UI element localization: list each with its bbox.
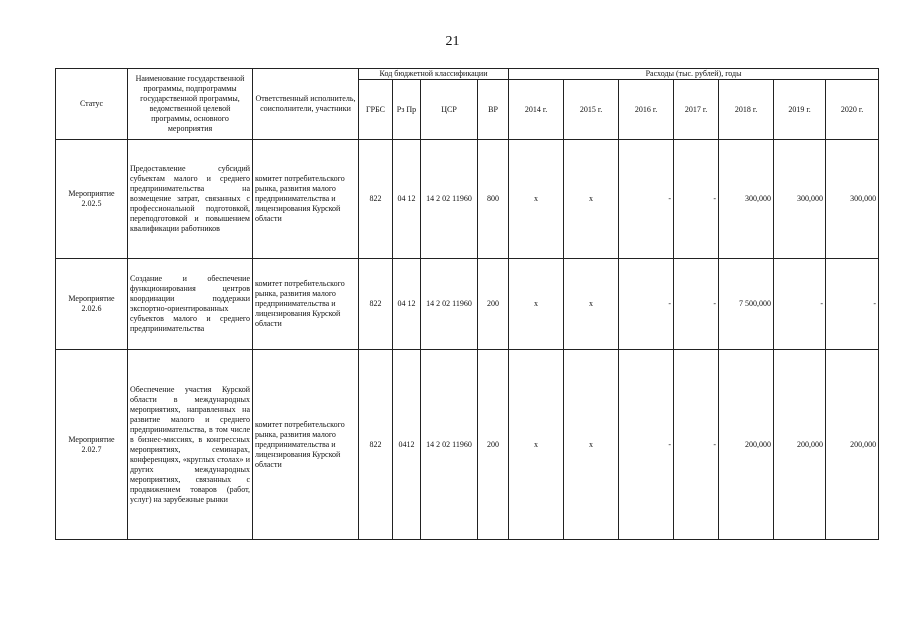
header-year-2015: 2015 г. [564,80,619,140]
row-2020: - [826,259,879,350]
row-2015: x [564,350,619,540]
header-year-2019: 2019 г. [774,80,826,140]
table-row [56,350,879,540]
row-csr: 14 2 02 11960 [421,140,478,259]
row-rzpr: 0412 [393,350,421,540]
row-2019: - [774,259,826,350]
row-2016: - [619,350,674,540]
row-grbs: 822 [359,140,393,259]
header-program-name: Наименование государственной программы, подпрограммы государственной программы, ведомственной целевой программы, основного мероприятия [128,69,253,140]
row-2014: x [509,140,564,259]
row-grbs: 822 [359,259,393,350]
header-vr: ВР [478,80,509,140]
row-csr: 14 2 02 11960 [421,259,478,350]
row-vr: 200 [478,350,509,540]
header-status: Статус [56,69,128,140]
row-2015: x [564,259,619,350]
header-rzpr: Рз Пр [393,80,421,140]
header-responsible: Ответственный исполнитель, соисполнители, участники [253,69,359,140]
row-name: Обеспечение участия Курской области в международных мероприятиях, направленных на развитие малого и среднего предпринимательства, в том числе в бизнес-миссиях, в конгрессных мероприятиях, семинарах, конференциях, «круглых столах» и других международных мероприятиях, связанных с продвижением товаров (работ, услуг) на зарубежные рынки [128,350,253,540]
row-rzpr: 04 12 [393,140,421,259]
row-2018: 200,000 [719,350,774,540]
row-grbs: 822 [359,350,393,540]
row-2014: x [509,259,564,350]
header-year-2020: 2020 г. [826,80,879,140]
row-rzpr: 04 12 [393,259,421,350]
row-2016: - [619,140,674,259]
row-status: Мероприятие 2.02.7 [56,350,128,540]
row-name: Создание и обеспечение функционирования центров координации поддержки экспортно-ориентированных субъектов малого и среднего предпринимательства [128,259,253,350]
row-2015: x [564,140,619,259]
row-status: Мероприятие 2.02.6 [56,259,128,350]
row-2018: 7 500,000 [719,259,774,350]
header-year-2018: 2018 г. [719,80,774,140]
row-vr: 200 [478,259,509,350]
row-2018: 300,000 [719,140,774,259]
budget-table [55,68,879,540]
header-budget-code-group: Код бюджетной классификации [359,69,509,80]
row-2020: 200,000 [826,350,879,540]
table-row [56,259,879,350]
row-csr: 14 2 02 11960 [421,350,478,540]
row-name: Предоставление субсидий субъектам малого и среднего предпринимательства на возмещение затрат, связанных с профессиональной подготовкой, переподготовкой и повышением квалификации работников [128,140,253,259]
header-expenses-group: Расходы (тыс. рублей), годы [509,69,879,80]
row-2014: x [509,350,564,540]
header-year-2014: 2014 г. [509,80,564,140]
row-2017: - [674,350,719,540]
row-2016: - [619,259,674,350]
header-csr: ЦСР [421,80,478,140]
header-grbs: ГРБС [359,80,393,140]
row-2017: - [674,259,719,350]
row-2017: - [674,140,719,259]
row-2019: 200,000 [774,350,826,540]
header-year-2017: 2017 г. [674,80,719,140]
row-responsible: комитет потребительского рынка, развития малого предпринимательства и лицензирования Курской области [253,350,359,540]
row-responsible: комитет потребительского рынка, развития малого предпринимательства и лицензирования Курской области [253,140,359,259]
page-number: 21 [445,34,460,49]
row-status: Мероприятие 2.02.5 [56,140,128,259]
row-vr: 800 [478,140,509,259]
row-2020: 300,000 [826,140,879,259]
row-2019: 300,000 [774,140,826,259]
header-year-2016: 2016 г. [619,80,674,140]
row-responsible: комитет потребительского рынка, развития малого предпринимательства и лицензирования Курской области [253,259,359,350]
table-row [56,140,879,259]
